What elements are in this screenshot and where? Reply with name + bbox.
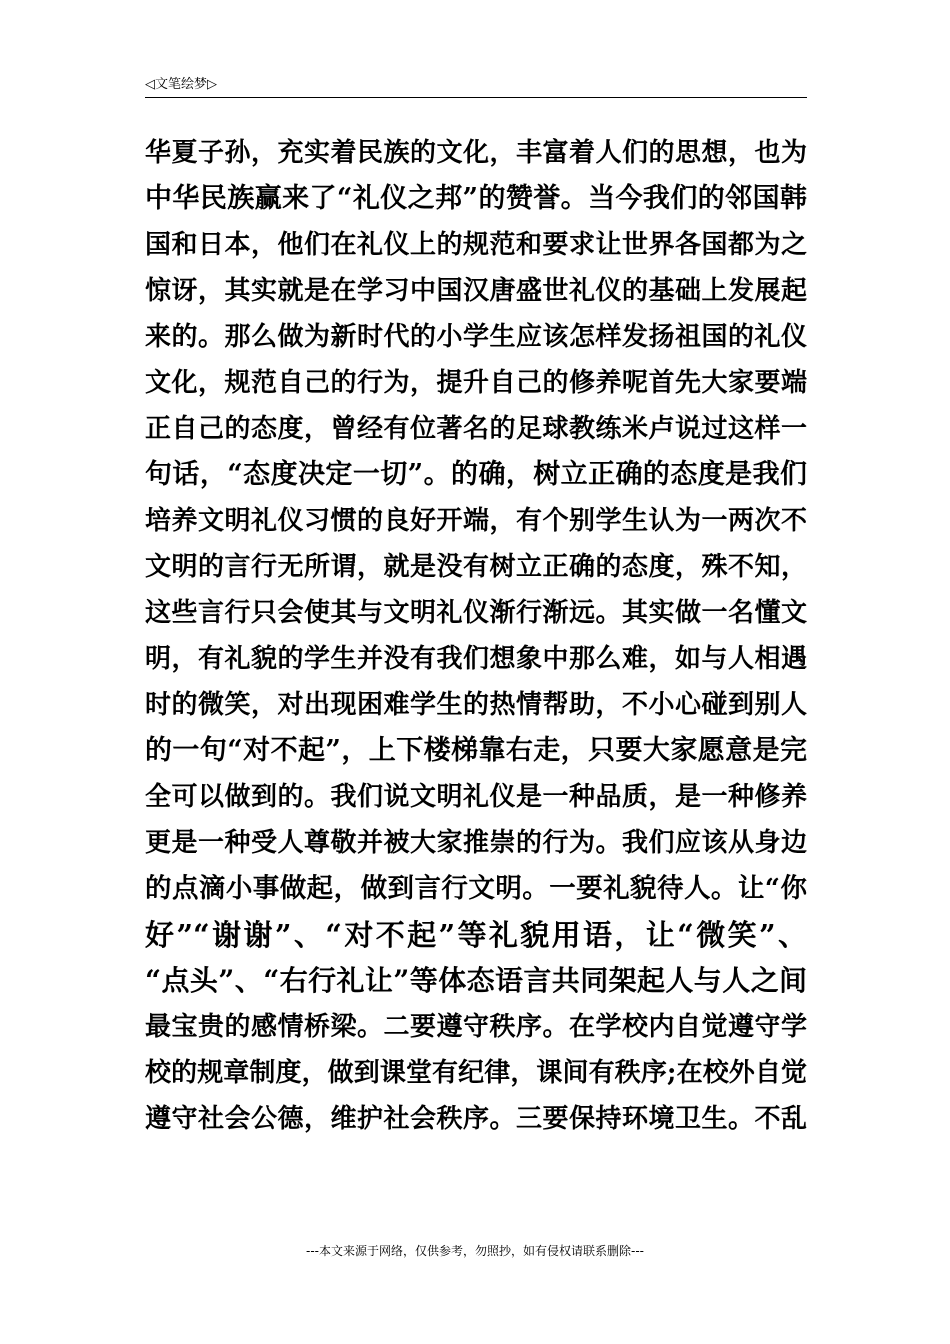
text-line: 好”“谢谢”、“对不起”等礼貌用语，让“微笑”、 bbox=[145, 918, 807, 952]
text-line: 惊讶，其实就是在学习中国汉唐盛世礼仪的基础上发展起 bbox=[145, 276, 807, 306]
text-line: 正自己的态度，曾经有位著名的足球教练米卢说过这样一 bbox=[145, 414, 807, 444]
text-line: “点头”、“右行礼让”等体态语言共同架起人与人之间 bbox=[145, 964, 807, 997]
text-line: 句话，“态度决定一切”。的确，树立正确的态度是我们 bbox=[145, 459, 807, 490]
text-line: 华夏子孙，充实着民族的文化，丰富着人们的思想，也为 bbox=[145, 138, 807, 168]
text-line: 时的微笑，对出现困难学生的热情帮助，不小心碰到别人 bbox=[145, 690, 807, 720]
text-line: 的一句“对不起”，上下楼梯靠右走，只要大家愿意是完 bbox=[145, 735, 807, 766]
page-footer bbox=[0, 1243, 950, 1259]
body-text bbox=[145, 130, 807, 1142]
text-line: 全可以做到的。我们说文明礼仪是一种品质，是一种修养 bbox=[145, 782, 807, 812]
text-line: 来的。那么做为新时代的小学生应该怎样发扬祖国的礼仪 bbox=[145, 322, 807, 352]
text-line: 文化，规范自己的行为，提升自己的修养呢首先大家要端 bbox=[145, 368, 807, 398]
text-line: 培养文明礼仪习惯的良好开端，有个别学生认为一两次不 bbox=[145, 506, 807, 536]
text-line: 国和日本，他们在礼仪上的规范和要求让世界各国都为之 bbox=[145, 230, 807, 260]
text-line: 的点滴小事做起，做到言行文明。一要礼貌待人。让“你 bbox=[145, 873, 807, 904]
page-header bbox=[145, 75, 807, 97]
text-line: 最宝贵的感情桥梁。二要遵守秩序。在学校内自觉遵守学 bbox=[145, 1012, 807, 1042]
text-line: 中华民族赢来了“礼仪之邦”的赞誉。当今我们的邻国韩 bbox=[145, 183, 807, 214]
text-line: 这些言行只会使其与文明礼仪渐行渐远。其实做一名懂文 bbox=[145, 598, 807, 628]
text-line: 明，有礼貌的学生并没有我们想象中那么难，如与人相遇 bbox=[145, 644, 807, 674]
text-line: 遵守社会公德，维护社会秩序。三要保持环境卫生。不乱 bbox=[145, 1104, 807, 1134]
text-line: 文明的言行无所谓，就是没有树立正确的态度，殊不知， bbox=[145, 552, 807, 582]
footer-disclaimer: ---本文来源于网络，仅供参考，勿照抄，如有侵权请联系删除--- bbox=[306, 1244, 644, 1258]
header-title: ◁文笔绘梦▷ bbox=[145, 77, 217, 92]
text-line: 更是一种受人尊敬并被大家推崇的行为。我们应该从身边 bbox=[145, 828, 807, 858]
header-divider bbox=[145, 97, 807, 98]
text-line: 校的规章制度，做到课堂有纪律，课间有秩序;在校外自觉 bbox=[145, 1058, 807, 1088]
